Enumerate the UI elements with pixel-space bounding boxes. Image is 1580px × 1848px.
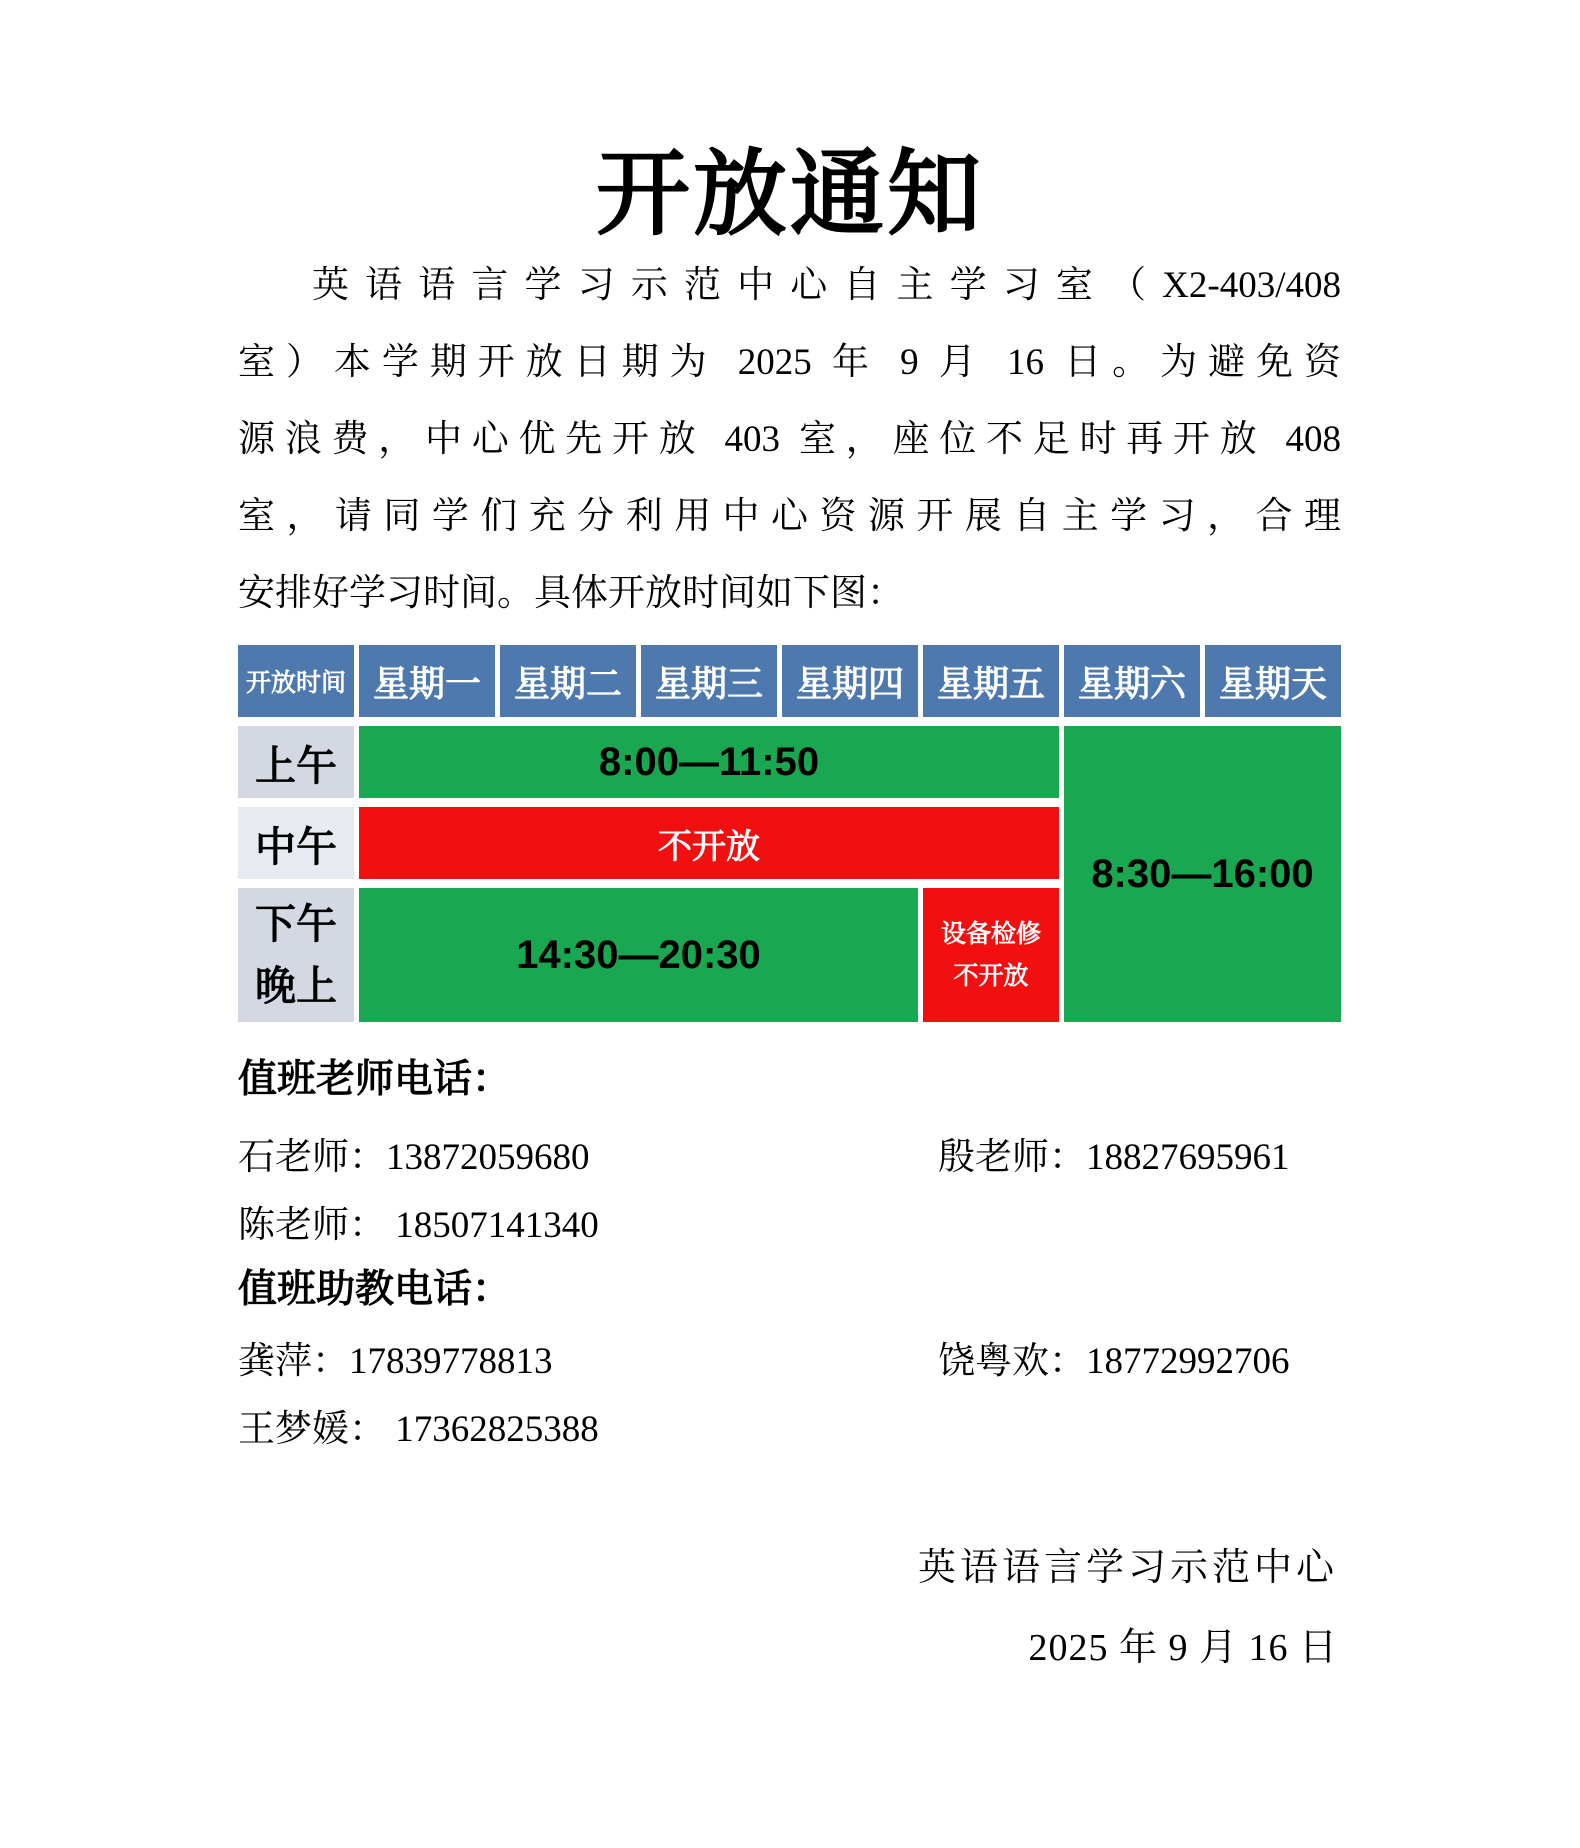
maintenance-cell-friday (923, 888, 1059, 1022)
table-header-row (238, 645, 1341, 717)
label-cell-noon: 中午 (238, 807, 354, 879)
teachers-phone-heading: 值班老师电话： (238, 1058, 512, 1101)
paragraph-line: 英语语言学习示范中心自主学习室（X2-403/408 (312, 265, 1341, 306)
status-cell-noon-closed: 不开放 (359, 807, 1059, 879)
teacher-contact-chen: 陈老师： 18507141340 (238, 1205, 599, 1246)
assistant-contact-gong: 龚萍：17839778813 (238, 1341, 553, 1382)
intro-paragraph (238, 247, 1341, 632)
maintenance-line-2: 不开放 (953, 962, 1029, 990)
assistant-contact-rao: 饶粤欢：18772992706 (938, 1341, 1290, 1382)
signature-date: 2025 年 9 月 16 日 (1028, 1627, 1338, 1669)
time-cell-morning-weekdays: 8:00—11:50 (359, 726, 1059, 798)
paragraph-line: 安排好学习时间。具体开放时间如下图： (238, 573, 904, 614)
table-row-morning (238, 726, 1341, 798)
header-cell-tuesday: 星期二 (500, 645, 636, 717)
paragraph-line: 源浪费，中心优先开放 403 室，座位不足时再开放 408 (238, 419, 1341, 460)
label-afternoon: 下午 (255, 901, 337, 947)
header-cell-thursday: 星期四 (782, 645, 918, 717)
page-title: 开放通知 (595, 143, 984, 247)
time-cell-afternoon-mon-thu: 14:30—20:30 (359, 888, 918, 1022)
teacher-contact-yin: 殷老师：18827695961 (938, 1137, 1290, 1178)
header-cell-monday: 星期一 (359, 645, 495, 717)
label-evening: 晚上 (255, 963, 337, 1009)
label-cell-afternoon-evening (238, 888, 354, 1022)
header-cell-friday: 星期五 (923, 645, 1059, 717)
teacher-contact-shi: 石老师：13872059680 (238, 1137, 590, 1178)
contact-row (238, 1126, 1341, 1180)
header-cell-open-time: 开放时间 (238, 645, 354, 717)
maintenance-line-1: 设备检修 (940, 920, 1041, 948)
header-cell-saturday: 星期六 (1064, 645, 1200, 717)
assistant-contact-wang: 王梦媛： 17362825388 (238, 1409, 599, 1450)
header-cell-sunday: 星期天 (1205, 645, 1341, 717)
paragraph-line: 室）本学期开放日期为 2025 年 9 月 16 日。为避免资 (238, 342, 1341, 383)
contact-row (238, 1194, 1341, 1248)
contact-row (238, 1330, 1341, 1384)
paragraph-line: 室，请同学们充分利用中心资源开展自主学习，合理 (238, 496, 1341, 537)
contact-row (238, 1398, 1341, 1452)
header-cell-wednesday: 星期三 (641, 645, 777, 717)
schedule-table (233, 636, 1346, 1031)
signature-organization: 英语语言学习示范中心 (917, 1547, 1338, 1589)
assistants-phone-heading: 值班助教电话： (238, 1268, 512, 1311)
time-cell-weekend: 8:30—16:00 (1064, 726, 1341, 1022)
label-cell-morning: 上午 (238, 726, 354, 798)
